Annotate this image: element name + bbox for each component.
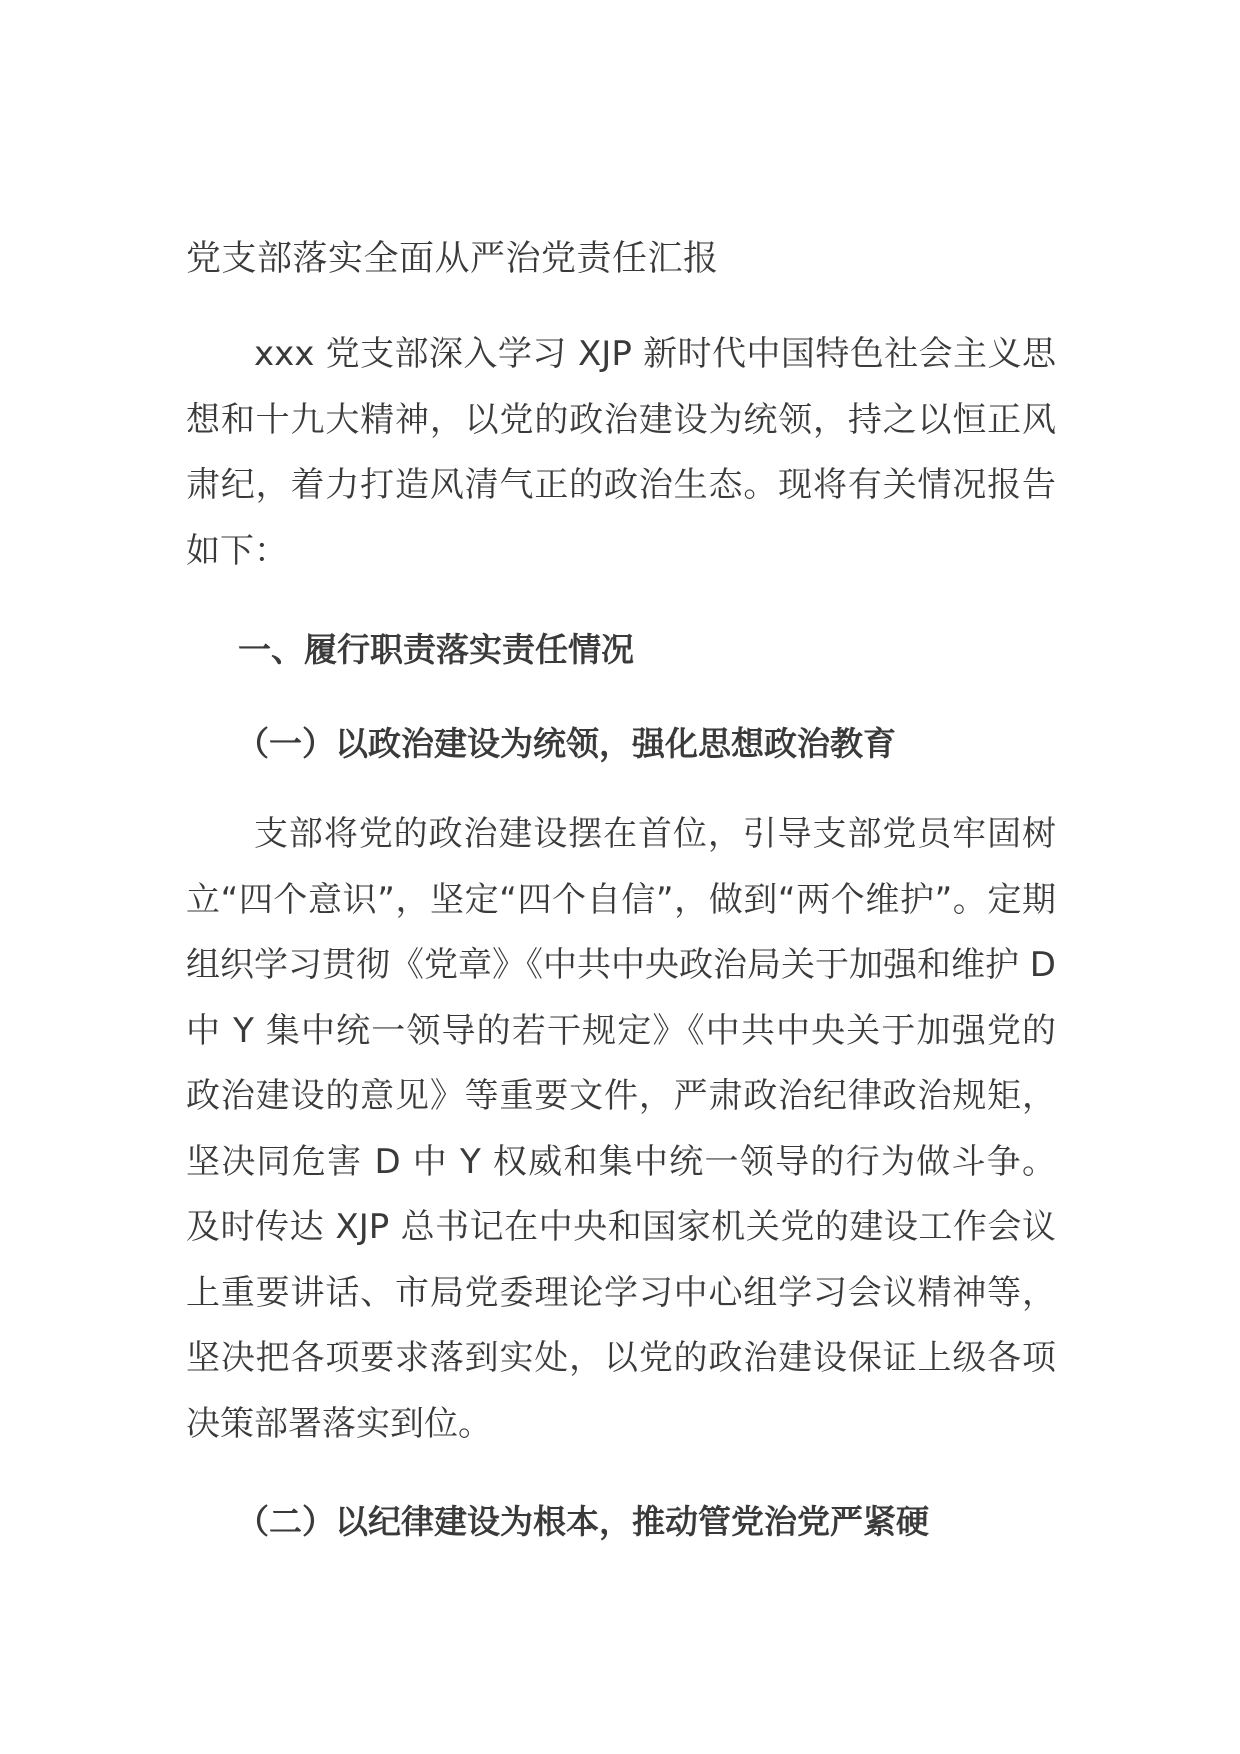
- subsection-heading-1: （一）以政治建设为统领，强化思想政治教育: [236, 724, 896, 763]
- subsection-paragraph-1: 支部将党的政治建设摆在首位，引导支部党员牢固树立“四个意识”，坚定“四个自信”，做到“两个维护”。定期组织学习贯彻《党章》《中共中央政治局关于加强和维护 D 中 Y 集中统一领导的若干规定》《中共中央关于加强党的政治建设的意见》等重要文件，严肃政治纪律政治规矩，坚决同危害 D 中 Y 权威和集中统一领导的行为做斗争。及时传达 XJP 总书记在中央和国家机关党的建设工作会议上重要讲话、市局党委理论学习中心组学习会议精神等，坚决把各项要求落到实处，以党的政治建设保证上级各项决策部署落实到位。: [186, 814, 1056, 1444]
- document-title: 党支部落实全面从严治党责任汇报: [186, 239, 719, 279]
- intro-paragraph: xxx 党支部深入学习 XJP 新时代中国特色社会主义思想和十九大精神，以党的政治建设为统领，持之以恒正风肃纪，着力打造风清气正的政治生态。现将有关情况报告如下：: [186, 334, 1056, 571]
- subsection-heading-2: （二）以纪律建设为根本，推动管党治党严紧硬: [236, 1502, 929, 1541]
- section-heading: 一、履行职责落实责任情况: [238, 630, 634, 669]
